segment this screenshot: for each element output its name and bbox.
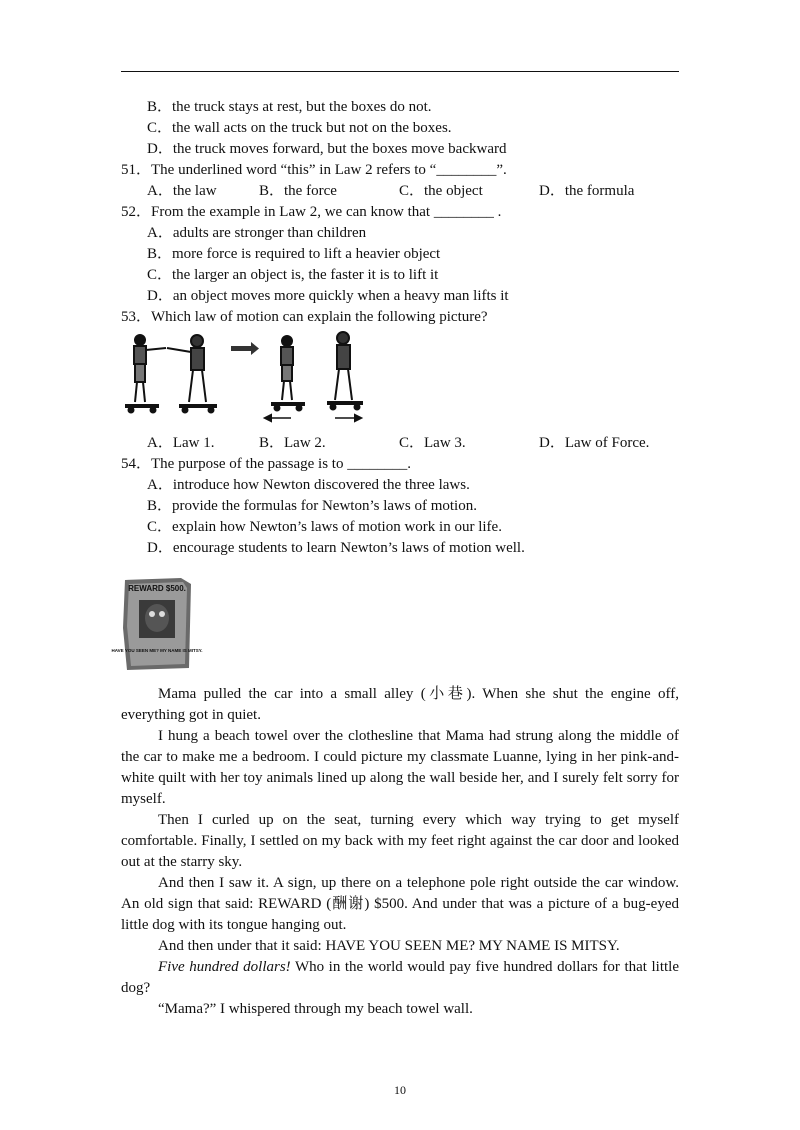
passage-paragraph-6: Five hundred dollars! Who in the world would pay five hundred dollars for that little dog? bbox=[121, 959, 680, 996]
q54-option-c: C．explain how Newton’s laws of motion work in our life. bbox=[147, 519, 502, 535]
passage-paragraph-3: Then I curled up on the seat, turning every which way trying to get myself comfortable. Finally, I settled on my back with my feet right against the car door and looked out at the starry sky. bbox=[121, 812, 679, 870]
q53-option-b: B．Law 2. bbox=[259, 435, 326, 451]
reward-poster-image bbox=[111, 578, 203, 670]
passage-paragraph-1: Mama pulled the car into a small alley (小巷). When she shut the engine off, everything got in quiet. bbox=[121, 686, 679, 723]
q53-option-d: D．Law of Force. bbox=[539, 435, 650, 451]
passage-paragraph-7: “Mama?” I whispered through my beach towel wall. bbox=[158, 1001, 473, 1017]
skater-left-pair-icon bbox=[125, 335, 217, 413]
skateboard-figure bbox=[121, 330, 366, 422]
q52-option-d: D．an object moves more quickly when a heavy man lifts it bbox=[147, 288, 509, 304]
q52-option-a: A．adults are stronger than children bbox=[147, 225, 367, 241]
q51-option-b: B．the force bbox=[259, 183, 337, 199]
q51-stem: 51．The underlined word “this” in Law 2 refers to “________”. bbox=[121, 162, 507, 178]
q50-option-b: B．the truck stays at rest, but the boxes do not. bbox=[147, 99, 432, 115]
q51-option-c: C．the object bbox=[399, 183, 483, 199]
q51-option-a: A．the law bbox=[147, 183, 217, 199]
q52-stem: 52．From the example in Law 2, we can know that ________ . bbox=[121, 204, 502, 220]
q51-option-d: D．the formula bbox=[539, 183, 635, 199]
right-arrow-icon bbox=[231, 342, 259, 355]
passage-paragraph-2: I hung a beach towel over the clothesline that Mama had strung along the middle of the car to make me a bedroom. I could picture my classmate Luanne, lying in her pink-and-white quilt with her toy animals lined up along the wall beside her, and I surely felt sorry for myself. bbox=[121, 728, 679, 807]
q54-option-a: A．introduce how Newton discovered the three laws. bbox=[147, 477, 470, 493]
q50-option-d: D．the truck moves forward, but the boxes move backward bbox=[147, 141, 507, 157]
q54-option-d: D．encourage students to learn Newton’s laws of motion well. bbox=[147, 540, 525, 556]
header-rule bbox=[121, 71, 679, 72]
q50-option-c: C．the wall acts on the truck but not on the boxes. bbox=[147, 120, 452, 136]
passage-paragraph-4: And then I saw it. A sign, up there on a telephone pole right outside the car window. An old sign that said: REWARD (酬谢) $500. And under that was a picture of a bug-eyed little dog with its tongue hanging out. bbox=[121, 875, 679, 933]
q52-option-b: B．more force is required to lift a heavier object bbox=[147, 246, 441, 262]
q52-option-c: C．the larger an object is, the faster it is to lift it bbox=[147, 267, 439, 283]
skater-right-pair-icon bbox=[265, 332, 363, 421]
passage-emphasis: Five hundred dollars! bbox=[158, 959, 291, 975]
q53-option-a: A．Law 1. bbox=[147, 435, 215, 451]
poster-top-text: REWARD $500. bbox=[128, 584, 186, 593]
q53-option-c: C．Law 3. bbox=[399, 435, 466, 451]
passage-paragraph-5: And then under that it said: HAVE YOU SEEN ME? MY NAME IS MITSY. bbox=[158, 938, 620, 954]
q54-stem: 54．The purpose of the passage is to ________. bbox=[121, 456, 411, 472]
poster-bottom-text: HAVE YOU SEEN ME? MY NAME IS MITSY. bbox=[111, 648, 203, 653]
page-number: 10 bbox=[394, 1083, 406, 1097]
q53-stem: 53．Which law of motion can explain the following picture? bbox=[121, 309, 488, 325]
q54-option-b: B．provide the formulas for Newton’s laws of motion. bbox=[147, 498, 477, 514]
